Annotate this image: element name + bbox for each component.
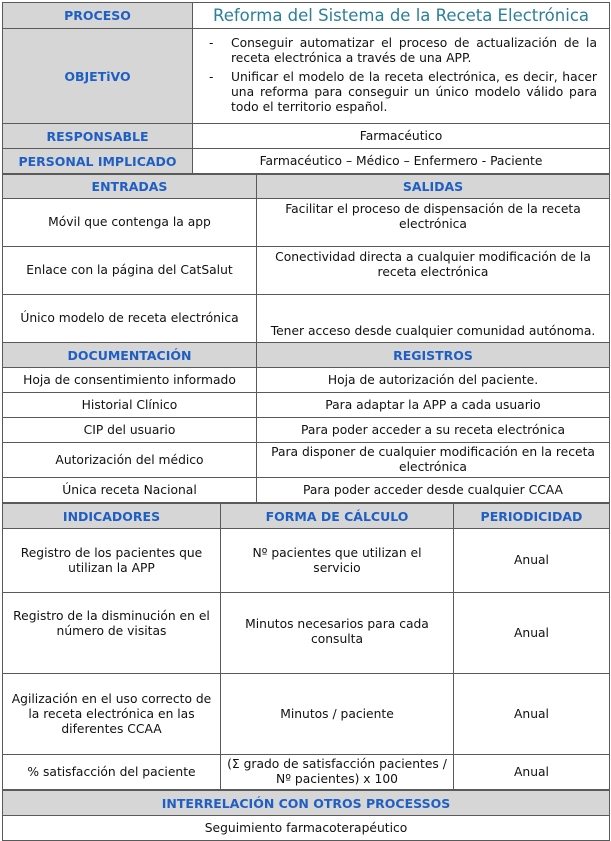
indicador-cell: % satisfacción del paciente [3,755,221,790]
salida-cell: Tener acceso desde cualquier comunidad autónoma. [257,295,610,343]
documento-cell: Única receta Nacional [3,478,257,503]
objetivo-item [203,70,597,115]
indicador-cell: Agilización en el uso correcto de la receta electrónica en las diferentes CCAA [3,674,221,755]
objetivo-label: OBJETiVO [3,29,193,124]
objetivo-text: Conseguir automatizar el proceso de actualización de la receta electrónica a través de una APP. [231,35,597,65]
periodicidad-cell: Anual [454,755,610,790]
indicadores-table [2,503,610,790]
interrelacion-value: Seguimiento farmacoterapéutico [3,816,610,841]
objetivo-row [3,29,610,124]
periodicidad-header: PERIODICIDAD [454,504,610,529]
table-row [3,418,610,443]
proceso-label: PROCESO [3,3,193,29]
forma-cell: Nº pacientes que utilizan el servicio [221,529,454,593]
indicador-cell: Registro de la disminución en el número de visitas [3,593,221,674]
objetivo-list [203,36,597,115]
table-row [3,247,610,295]
table-row [3,443,610,478]
interrelacion-table [2,790,610,841]
bullet-dash: - [209,35,214,50]
table-row [3,593,610,674]
process-info-table [2,2,610,174]
indicadores-header: INDICADORES [3,504,221,529]
entrada-cell: Único modelo de receta electrónica [3,295,257,343]
registros-header: REGISTROS [257,343,610,368]
responsable-value: Farmacéutico [193,124,610,149]
periodicidad-cell: Anual [454,529,610,593]
forma-cell: Minutos necesarios para cada consulta [221,593,454,674]
personal-row [3,149,610,174]
forma-cell: Minutos / paciente [221,674,454,755]
objetivo-text: Unificar el modelo de la receta electrónica, es decir, hacer una reforma para conseguir un único modelo válido para todo el territorio español. [231,69,597,114]
forma-cell: (Σ grado de satisfacción pacientes / Nº pacientes) x 100 [221,755,454,790]
periodicidad-cell: Anual [454,674,610,755]
forma-calculo-header: FORMA DE CÁLCULO [221,504,454,529]
salida-cell: Conectividad directa a cualquier modificación de la receta electrónica [257,247,610,295]
registro-cell: Para disponer de cualquier modificación en la receta electrónica [257,443,610,478]
entrada-cell: Móvil que contenga la app [3,199,257,247]
bullet-dash: - [209,69,214,84]
table-row [3,368,610,393]
documento-cell: Autorización del médico [3,443,257,478]
objetivo-content [193,29,610,124]
table-row [3,478,610,503]
indicador-cell: Registro de los pacientes que utilizan la APP [3,529,221,593]
personal-value: Farmacéutico – Médico – Enfermero - Paciente [193,149,610,174]
process-sheet [2,2,609,841]
salida-cell: Facilitar el proceso de dispensación de la receta electrónica [257,199,610,247]
table-row [3,393,610,418]
documento-cell: Historial Clínico [3,393,257,418]
registro-cell: Hoja de autorización del paciente. [257,368,610,393]
table-row [3,816,610,841]
responsable-row [3,124,610,149]
inputs-outputs-table [2,174,610,503]
registro-cell: Para adaptar la APP a cada usuario [257,393,610,418]
personal-label: PERSONAL IMPLICADO [3,149,193,174]
proceso-title: Reforma del Sistema de la Receta Electrónica [193,3,610,29]
proceso-row [3,3,610,29]
entrada-cell: Enlace con la página del CatSalut [3,247,257,295]
table-row [3,529,610,593]
periodicidad-cell: Anual [454,593,610,674]
documento-cell: Hoja de consentimiento informado [3,368,257,393]
salidas-header: SALIDAS [257,175,610,199]
documentacion-header: DOCUMENTACIÓN [3,343,257,368]
table-row [3,199,610,247]
responsable-label: RESPONSABLE [3,124,193,149]
entradas-salidas-header [3,175,610,199]
documento-cell: CIP del usuario [3,418,257,443]
documentacion-registros-header [3,343,610,368]
indicadores-header-row [3,504,610,529]
interrelacion-header-row [3,791,610,816]
table-row [3,674,610,755]
interrelacion-header: INTERRELACIÓN CON OTROS PROCESSOS [3,791,610,816]
registro-cell: Para poder acceder a su receta electrónica [257,418,610,443]
table-row [3,755,610,790]
objetivo-item [203,36,597,66]
table-row [3,295,610,343]
registro-cell: Para poder acceder desde cualquier CCAA [257,478,610,503]
entradas-header: ENTRADAS [3,175,257,199]
